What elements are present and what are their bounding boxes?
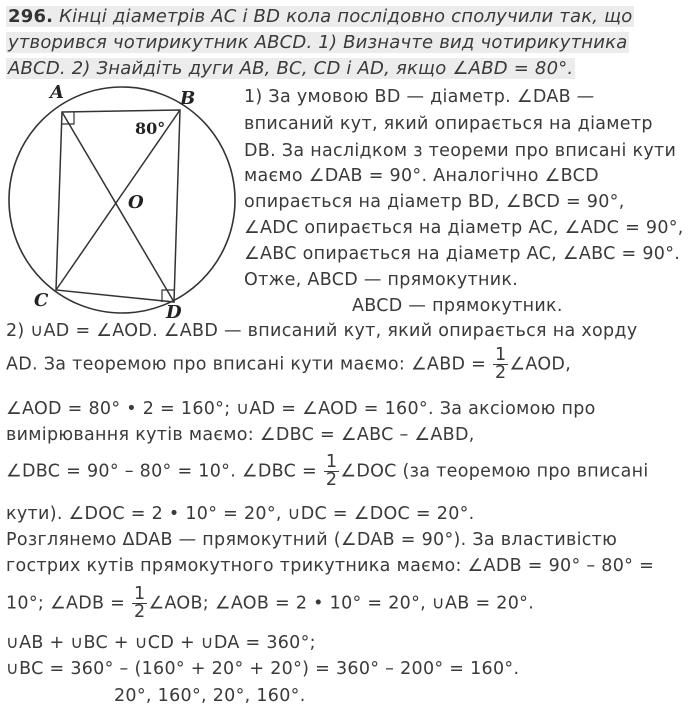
solution-line-14: ∠DBC = 90° – 80° = 10°. ∠DBC = $\frac{1}{2}$ ∠DOC (за теоремою про вписані [6, 452, 649, 490]
solution-line-18: 10°; ∠ADB = $\frac{1}{2}$ ∠AOB; ∠AOB = 2 • 10° = 20°, ∪AB = 20°. [6, 584, 535, 622]
solution-line-16: Розглянемо ΔDAB — прямокутний (∠DAB = 90°). За властивістю [6, 530, 618, 550]
fraction-half: $\frac{1}{2}$ [134, 584, 146, 622]
problem-line-1: Кінці діаметрів AC і BD кола послідовно сполучили так, що [59, 6, 633, 27]
solution-line-2: вписаний кут, який опирається на діаметр [244, 114, 653, 134]
solution-line-17: гострих кутів прямокутного трикутника маємо: ∠ADB = 90° – 80° = [6, 556, 655, 576]
fraction-half: $\frac{1}{2}$ [325, 452, 338, 490]
label-o: O [128, 192, 144, 213]
problem-statement [6, 4, 686, 82]
diameter-ac [62, 112, 174, 302]
label-c: C [34, 290, 49, 311]
problem-number: 296. [8, 6, 54, 27]
answer-1: ABCD — прямокутник. [352, 296, 563, 316]
fraction-half: $\frac{1}{2}$ [494, 345, 507, 383]
solution-line-6: ∠ADC опирається на діаметр AC, ∠ADC = 90°, [244, 218, 684, 238]
problem-line-2: утворився чотирикутник ABCD. 1) Визначте вид чотирикутника [8, 32, 628, 53]
solution-line-5: опирається на діаметр BD, ∠BCD = 90°, [244, 192, 625, 212]
solution-line-11: AD. За теоремою про вписані кути маємо: ∠ABD = $\frac{1}{2}$ ∠AOD, [6, 345, 572, 383]
solution-line-12: ∠AOD = 80° • 2 = 160°; ∪AD = ∠AOD = 160°. За аксіомою про [6, 399, 596, 419]
label-b: B [180, 88, 196, 109]
solution-line-4: маємо ∠DAB = 90°. Аналогічно ∠BCD [244, 166, 599, 186]
solution-line-8: Отже, ABCD — прямокутник. [244, 270, 519, 290]
solution-line-10: 2) ∪AD = ∠AOD. ∠ABD — вписаний кут, який опирається на хорду [6, 321, 638, 341]
problem-line-3: ABCD. 2) Знайдіть дуги AB, BC, CD і AD, якщо ∠ABD = 80°. [8, 58, 574, 79]
label-d: D [166, 302, 182, 322]
circle-diagram [4, 82, 242, 322]
solution-line-19: ∪AB + ∪BC + ∪CD + ∪DA = 360°; [6, 633, 316, 653]
angle-label-80: 80° [135, 119, 166, 138]
solution-line-7: ∠ABC опирається на діаметр AC, ∠ABC = 90°. [244, 244, 681, 264]
solution-line-1: 1) За умовою BD — діаметр. ∠DAB — [244, 87, 595, 107]
solution-line-15: кути). ∠DOC = 2 • 10° = 20°, ∪DC = ∠DOC = 20°. [6, 504, 475, 524]
answer-2: 20°, 160°, 20°, 160°. [114, 686, 306, 706]
circle [9, 87, 235, 313]
solution-line-13: вимірювання кутів маємо: ∠DBC = ∠ABC – ∠ABD, [6, 425, 475, 445]
solution-line-3: DB. За наслідком з теореми про вписані кути [244, 141, 677, 161]
label-a: A [50, 82, 64, 103]
solution-line-20: ∪BC = 360° – (160° + 20° + 20°) = 360° – 200° = 160°. [6, 659, 520, 679]
